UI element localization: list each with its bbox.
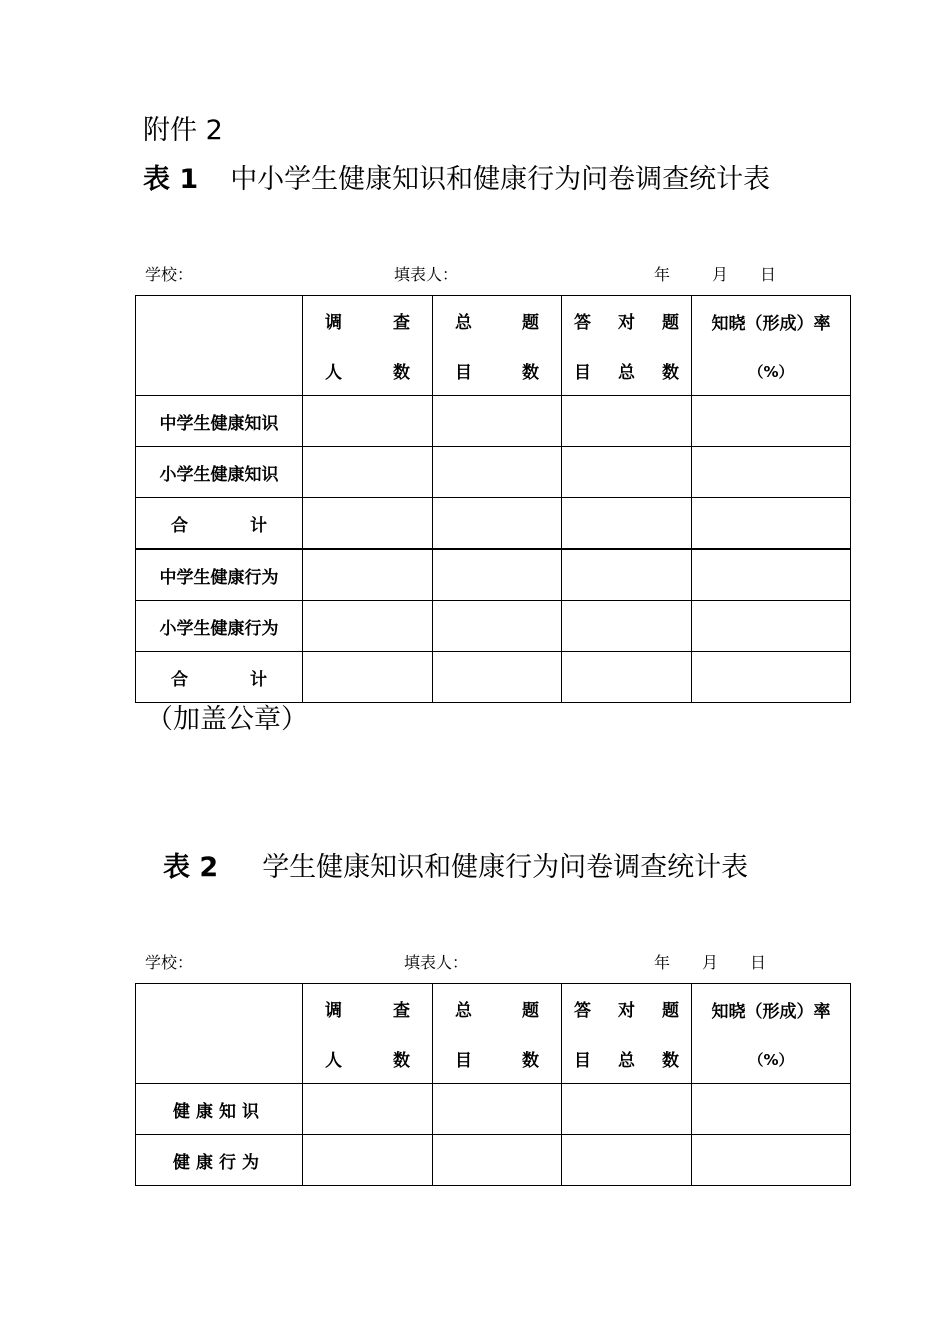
table1-header-correct-total: 答 对 题 目 总 数 — [562, 296, 692, 396]
table2-school-label: 学校： — [145, 953, 194, 972]
table1-header-rate: 知晓（形成）率 （%） — [692, 296, 851, 396]
table2-number: 表 2 — [163, 852, 219, 883]
table2-header-blank — [136, 984, 303, 1084]
table1-year-label: 年 — [654, 265, 671, 284]
table1-row-label: 小学生健康行为 — [136, 601, 303, 652]
table2-cell — [433, 1135, 562, 1186]
table1-cell — [303, 396, 433, 447]
table2-cell — [562, 1135, 692, 1186]
table1-header-blank — [136, 296, 303, 396]
table1-cell — [692, 549, 851, 601]
table2-day-label: 日 — [750, 953, 767, 972]
table1-day-label: 日 — [760, 265, 777, 284]
table2-header-correct-total: 答 对 题 目 总 数 — [562, 984, 692, 1084]
table1-cell — [692, 601, 851, 652]
table2-cell — [692, 1084, 851, 1135]
table1-cell — [562, 601, 692, 652]
table1-number: 表 1 — [143, 164, 199, 195]
table1-cell — [562, 447, 692, 498]
table2-grid — [135, 983, 851, 1186]
table1-cell — [692, 447, 851, 498]
table1-cell — [562, 498, 692, 550]
table2-name: 学生健康知识和健康行为问卷调查统计表 — [262, 852, 749, 883]
table1-cell — [303, 447, 433, 498]
table1-school-label: 学校： — [145, 265, 194, 284]
table2-row — [136, 1135, 851, 1186]
table1-cell — [433, 549, 562, 601]
table2-cell — [303, 1084, 433, 1135]
table2-month-label: 月 — [702, 953, 719, 972]
table1-cell — [433, 498, 562, 550]
table1-name: 中小学生健康知识和健康行为问卷调查统计表 — [230, 164, 771, 195]
table1-row-label: 中学生健康知识 — [136, 396, 303, 447]
table1-row — [136, 447, 851, 498]
table1-row — [136, 549, 851, 601]
table1-cell — [433, 447, 562, 498]
table1-row-label: 中学生健康行为 — [136, 549, 303, 601]
table2-header-row — [136, 984, 851, 1084]
table2-row-label: 健康知识 — [136, 1084, 303, 1135]
table2-header-total-questions: 总 题 目 数 — [433, 984, 562, 1084]
table1-header-row — [136, 296, 851, 396]
table2-cell — [303, 1135, 433, 1186]
table2-header-rate: 知晓（形成）率 （%） — [692, 984, 851, 1084]
table1-cell — [562, 652, 692, 703]
table1-cell — [433, 396, 562, 447]
table1-row — [136, 601, 851, 652]
table1-cell — [303, 601, 433, 652]
table1-month-label: 月 — [712, 265, 729, 284]
table1-header-survey-people: 调 查 人 数 — [303, 296, 433, 396]
table1-cell — [692, 498, 851, 550]
table2-title — [163, 845, 748, 884]
table2-filler-label: 填表人： — [404, 953, 469, 972]
table1-cell — [692, 396, 851, 447]
table1-header-total-questions: 总 题 目 数 — [433, 296, 562, 396]
table1-grid — [135, 295, 851, 703]
table2-row — [136, 1084, 851, 1135]
table1-cell — [433, 652, 562, 703]
table1-cell — [303, 549, 433, 601]
table1-row — [136, 396, 851, 447]
table1-row — [136, 498, 851, 550]
official-seal-note: （加盖公章） — [146, 704, 308, 735]
table1-cell — [433, 601, 562, 652]
table1-row-label: 小学生健康知识 — [136, 447, 303, 498]
table1-cell — [303, 498, 433, 550]
table2-header-survey-people: 调 查 人 数 — [303, 984, 433, 1084]
table1-title — [143, 157, 770, 196]
table2-cell — [692, 1135, 851, 1186]
table2-cell — [433, 1084, 562, 1135]
table1-cell — [562, 396, 692, 447]
table1-row-label-total: 合 计 — [136, 498, 303, 550]
table1-cell — [692, 652, 851, 703]
table2-year-label: 年 — [654, 953, 671, 972]
table1-cell — [303, 652, 433, 703]
table1-row — [136, 652, 851, 703]
table2-row-label: 健康行为 — [136, 1135, 303, 1186]
table1-row-label-total: 合 计 — [136, 652, 303, 703]
attachment-label: 附件 2 — [143, 115, 223, 146]
table1-filler-label: 填表人： — [394, 265, 459, 284]
table2-cell — [562, 1084, 692, 1135]
table1-cell — [562, 549, 692, 601]
